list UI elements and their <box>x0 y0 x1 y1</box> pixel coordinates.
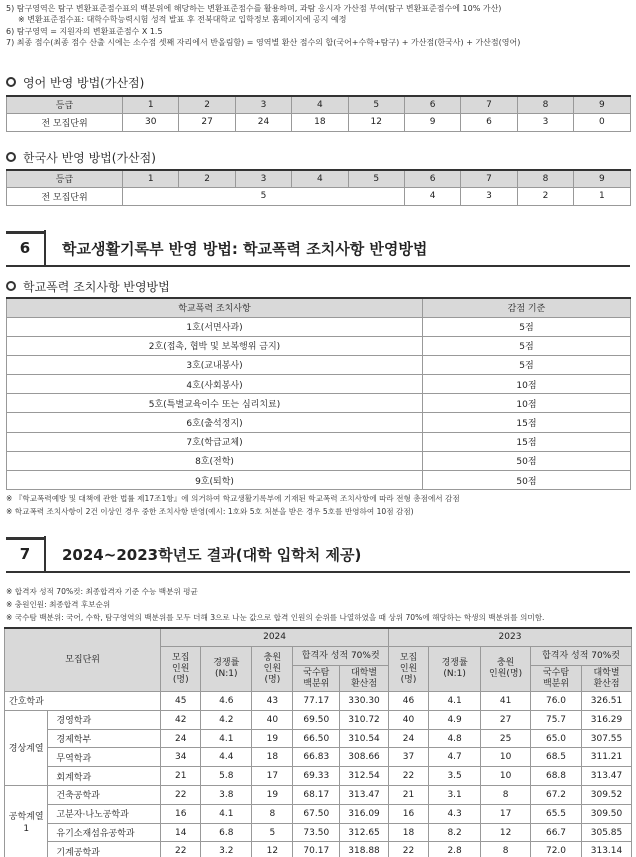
english-section-title: 영어 반영 방법(가산점) <box>6 74 144 90</box>
korean-history-table <box>6 169 631 206</box>
header-cell: 학교폭력 조치사항 <box>7 298 423 317</box>
table-row <box>5 842 632 857</box>
table-row <box>5 804 632 823</box>
violence-note: ※ 『학교폭력예방 및 대책에 관한 법률 제17조1항』에 의거하여 학교생활기록부에 기재된 학교폭력 조치사항에 따라 전형 총점에서 감점 <box>6 494 460 503</box>
table-row <box>7 336 631 355</box>
value-cell: 34 <box>161 748 201 767</box>
value-cell: 305.85 <box>582 823 632 842</box>
value-cell: 3.2 <box>201 842 252 857</box>
value-cell: 65.5 <box>531 804 582 823</box>
value-cell: 309.52 <box>582 786 632 805</box>
value-cell: 3.1 <box>429 786 481 805</box>
measure-cell: 3호(교내봉사) <box>7 355 423 374</box>
group-cell: 공학계열 1 <box>5 786 48 857</box>
value-cell: 312.54 <box>340 767 389 786</box>
value-cell: 318.88 <box>340 842 389 857</box>
value-cell: 311.21 <box>582 748 632 767</box>
circle-bullet-icon <box>6 281 16 291</box>
value-cell: 76.0 <box>531 692 582 711</box>
value-cell: 75.7 <box>531 710 582 729</box>
table-header-row <box>7 96 631 113</box>
year-header: 2024 <box>161 628 389 647</box>
value-cell: 46 <box>388 692 428 711</box>
value-cell: 6 <box>461 113 517 131</box>
english-table <box>6 95 631 132</box>
value-cell: 309.50 <box>582 804 632 823</box>
value-cell: 16 <box>161 804 201 823</box>
top-note: 6) 탐구영역 = 지원자의 변환표준점수 X 1.5 <box>6 26 163 36</box>
korean-history-section-title: 한국사 반영 방법(가산점) <box>6 149 156 165</box>
value-cell: 67.2 <box>531 786 582 805</box>
grade-cell: 7 <box>461 170 517 187</box>
value-cell: 69.33 <box>293 767 340 786</box>
conv-header: 대학별 환산점 <box>340 666 389 692</box>
header-cell: 등급 <box>7 96 123 113</box>
table-row <box>5 692 632 711</box>
value-cell: 68.8 <box>531 767 582 786</box>
table-row <box>7 375 631 394</box>
deduct-cell: 50점 <box>423 471 631 490</box>
value-cell: 4.8 <box>429 729 481 748</box>
table-row <box>7 394 631 413</box>
deduct-cell: 5점 <box>423 355 631 374</box>
value-cell: 312.65 <box>340 823 389 842</box>
table-row <box>7 355 631 374</box>
value-cell: 24 <box>235 113 291 131</box>
measure-cell: 5호(특별교육이수 또는 심리치료) <box>7 394 423 413</box>
value-cell: 42 <box>161 710 201 729</box>
measure-cell: 2호(접촉, 협박 및 보복행위 금지) <box>7 336 423 355</box>
recruit-header: 모집 인원 (명) <box>388 647 428 692</box>
value-cell: 40 <box>252 710 293 729</box>
value-cell: 16 <box>388 804 428 823</box>
value-cell: 40 <box>388 710 428 729</box>
chapter-7-heading <box>6 537 630 573</box>
dept-cell: 무역학과 <box>48 748 161 767</box>
dept-cell: 건축공학과 <box>48 786 161 805</box>
violence-table <box>6 297 631 490</box>
grade-cell: 5 <box>348 170 404 187</box>
value-cell: 22 <box>161 842 201 857</box>
value-cell: 18 <box>252 748 293 767</box>
value-cell: 18 <box>292 113 348 131</box>
table-row <box>7 471 631 490</box>
chapter-title: 학교생활기록부 반영 방법: 학교폭력 조치사항 반영방법 <box>62 239 428 258</box>
value-cell: 326.51 <box>582 692 632 711</box>
value-cell: 25 <box>481 729 531 748</box>
pct-header: 국수탐 백분위 <box>531 666 582 692</box>
dept-cell: 경영학과 <box>48 710 161 729</box>
grade-cell: 4 <box>292 96 348 113</box>
ratio-header: 경쟁률 (N:1) <box>201 647 252 692</box>
value-cell: 1 <box>574 187 630 205</box>
value-cell: 4.1 <box>429 692 481 711</box>
table-row <box>5 786 632 805</box>
value-cell: 22 <box>388 767 428 786</box>
value-cell: 316.29 <box>582 710 632 729</box>
table-row <box>5 748 632 767</box>
table-row <box>5 729 632 748</box>
value-cell: 66.7 <box>531 823 582 842</box>
value-cell: 313.47 <box>582 767 632 786</box>
grade-cell: 9 <box>574 170 630 187</box>
value-cell: 43 <box>252 692 293 711</box>
value-cell: 14 <box>161 823 201 842</box>
value-cell: 12 <box>481 823 531 842</box>
value-cell: 45 <box>161 692 201 711</box>
measure-cell: 9호(퇴학) <box>7 471 423 490</box>
value-cell: 22 <box>161 786 201 805</box>
deduct-cell: 5점 <box>423 336 631 355</box>
value-cell: 66.83 <box>293 748 340 767</box>
table-row <box>7 432 631 451</box>
cut-header: 합격자 성적 70%컷 <box>293 647 388 666</box>
violence-section-title: 학교폭력 조치사항 반영방법 <box>6 278 170 294</box>
value-cell: 8 <box>481 786 531 805</box>
value-cell: 310.72 <box>340 710 389 729</box>
results-note: ※ 충원인원: 최종합격 후보순위 <box>6 600 111 609</box>
value-cell: 17 <box>481 804 531 823</box>
value-cell: 21 <box>161 767 201 786</box>
grade-cell: 5 <box>348 96 404 113</box>
cut-header: 합격자 성적 70%컷 <box>531 647 632 666</box>
value-cell: 10 <box>481 748 531 767</box>
value-cell: 4.4 <box>201 748 252 767</box>
value-cell: 27 <box>179 113 235 131</box>
table-header-row <box>5 628 632 647</box>
value-cell: 9 <box>404 113 460 131</box>
value-cell: 6.8 <box>201 823 252 842</box>
top-note: 7) 최종 점수(최종 점수 산출 시에는 소수점 셋째 자리에서 반올림함) = 영역별 환산 점수의 합(국어+수학+탐구) + 가산점(한국사) + 가산점(영어) <box>6 38 521 48</box>
top-note: ※ 변환표준점수표: 대학수학능력시험 성적 발표 후 전북대학교 입학정보 홈페이지에 공지 예정 <box>18 15 347 25</box>
grade-cell: 3 <box>235 170 291 187</box>
value-cell: 37 <box>388 748 428 767</box>
value-cell: 4.7 <box>429 748 481 767</box>
top-notes <box>6 3 632 49</box>
value-cell: 73.50 <box>293 823 340 842</box>
value-cell: 5 <box>123 187 405 205</box>
value-cell: 22 <box>388 842 428 857</box>
value-cell: 68.17 <box>293 786 340 805</box>
value-cell: 41 <box>481 692 531 711</box>
value-cell: 4.1 <box>201 729 252 748</box>
value-cell: 4.3 <box>429 804 481 823</box>
value-cell: 307.55 <box>582 729 632 748</box>
circle-bullet-icon <box>6 77 16 87</box>
table-row <box>7 113 631 131</box>
unit-header: 모집단위 <box>5 628 161 692</box>
grade-cell: 8 <box>517 170 573 187</box>
dept-cell: 유기소재섬유공학과 <box>48 823 161 842</box>
value-cell: 67.50 <box>293 804 340 823</box>
table-row <box>5 710 632 729</box>
header-cell: 감점 기준 <box>423 298 631 317</box>
value-cell: 4.1 <box>201 804 252 823</box>
value-cell: 24 <box>388 729 428 748</box>
value-cell: 3.5 <box>429 767 481 786</box>
fill-header: 충원 인원(명) <box>481 647 531 692</box>
dept-cell: 회계학과 <box>48 767 161 786</box>
table-row <box>7 413 631 432</box>
header-cell: 등급 <box>7 170 123 187</box>
results-note: ※ 합격자 성적 70%컷: 최종합격자 기준 수능 백분위 평균 <box>6 587 198 596</box>
table-header-row <box>7 170 631 187</box>
ratio-header: 경쟁률 (N:1) <box>429 647 481 692</box>
value-cell: 313.14 <box>582 842 632 857</box>
table-row <box>5 767 632 786</box>
results-table <box>4 627 632 857</box>
value-cell: 3 <box>461 187 517 205</box>
violence-note: ※ 학교폭력 조치사항이 2건 이상인 경우 중한 조치사항 반영(예시: 1호와 5호 처분을 받은 경우 5호를 반영하여 10점 감점) <box>6 507 414 516</box>
fill-header: 충원 인원 (명) <box>252 647 293 692</box>
measure-cell: 1호(서면사과) <box>7 317 423 336</box>
value-cell: 70.17 <box>293 842 340 857</box>
dept-cell: 고분자·나노공학과 <box>48 804 161 823</box>
measure-cell: 6호(출석정지) <box>7 413 423 432</box>
table-header-row <box>7 298 631 317</box>
value-cell: 308.66 <box>340 748 389 767</box>
grade-cell: 8 <box>517 96 573 113</box>
year-header: 2023 <box>388 628 631 647</box>
deduct-cell: 10점 <box>423 394 631 413</box>
grade-cell: 6 <box>404 96 460 113</box>
value-cell: 8 <box>252 804 293 823</box>
chapter-number: 7 <box>6 536 46 572</box>
grade-cell: 6 <box>404 170 460 187</box>
deduct-cell: 50점 <box>423 451 631 470</box>
dept-cell: 경제학부 <box>48 729 161 748</box>
deduct-cell: 15점 <box>423 413 631 432</box>
value-cell: 10 <box>481 767 531 786</box>
recruit-header: 모집 인원 (명) <box>161 647 201 692</box>
measure-cell: 7호(학급교체) <box>7 432 423 451</box>
value-cell: 12 <box>348 113 404 131</box>
value-cell: 21 <box>388 786 428 805</box>
table-row <box>7 317 631 336</box>
value-cell: 4.2 <box>201 710 252 729</box>
value-cell: 4.9 <box>429 710 481 729</box>
grade-cell: 3 <box>235 96 291 113</box>
grade-cell: 7 <box>461 96 517 113</box>
deduct-cell: 10점 <box>423 375 631 394</box>
value-cell: 19 <box>252 729 293 748</box>
value-cell: 19 <box>252 786 293 805</box>
row-label: 전 모집단위 <box>7 187 123 205</box>
conv-header: 대학별 환산점 <box>582 666 632 692</box>
group-cell: 경상계열 <box>5 710 48 785</box>
value-cell: 4 <box>404 187 460 205</box>
circle-bullet-icon <box>6 152 16 162</box>
value-cell: 3 <box>517 113 573 131</box>
grade-cell: 1 <box>123 96 179 113</box>
value-cell: 0 <box>574 113 630 131</box>
value-cell: 27 <box>481 710 531 729</box>
deduct-cell: 5점 <box>423 317 631 336</box>
value-cell: 5.8 <box>201 767 252 786</box>
value-cell: 24 <box>161 729 201 748</box>
grade-cell: 2 <box>179 170 235 187</box>
value-cell: 2 <box>517 187 573 205</box>
grade-cell: 1 <box>123 170 179 187</box>
value-cell: 316.09 <box>340 804 389 823</box>
value-cell: 8.2 <box>429 823 481 842</box>
value-cell: 18 <box>388 823 428 842</box>
table-row <box>7 187 631 205</box>
measure-cell: 8호(전학) <box>7 451 423 470</box>
table-row <box>7 451 631 470</box>
grade-cell: 2 <box>179 96 235 113</box>
value-cell: 8 <box>481 842 531 857</box>
value-cell: 4.6 <box>201 692 252 711</box>
measure-cell: 4호(사회봉사) <box>7 375 423 394</box>
grade-cell: 4 <box>292 170 348 187</box>
value-cell: 313.47 <box>340 786 389 805</box>
value-cell: 310.54 <box>340 729 389 748</box>
dept-cell: 기계공학과 <box>48 842 161 857</box>
value-cell: 12 <box>252 842 293 857</box>
value-cell: 2.8 <box>429 842 481 857</box>
value-cell: 17 <box>252 767 293 786</box>
table-row <box>5 823 632 842</box>
results-note: ※ 국수탐 백분위: 국어, 수학, 탐구영역의 백분위를 모두 더해 3으로 나눈 값으로 합격 인원의 순위를 나열하였을 때 상위 70%에 해당하는 학생의 백분위를 의미함. <box>6 613 545 622</box>
top-note: 5) 탐구영역은 탐구 변환표준점수표의 백분위에 해당하는 변환표준점수를 활용하며, 과탐 응시자 가산점 부여(탐구 변환표준점수에 10% 가산) <box>6 4 502 13</box>
value-cell: 68.5 <box>531 748 582 767</box>
row-label: 전 모집단위 <box>7 113 123 131</box>
deduct-cell: 15점 <box>423 432 631 451</box>
chapter-number: 6 <box>6 230 46 266</box>
value-cell: 65.0 <box>531 729 582 748</box>
chapter-title: 2024~2023학년도 결과(대학 입학처 제공) <box>62 545 362 564</box>
value-cell: 3.8 <box>201 786 252 805</box>
value-cell: 77.17 <box>293 692 340 711</box>
dept-cell: 간호학과 <box>5 692 161 711</box>
value-cell: 72.0 <box>531 842 582 857</box>
grade-cell: 9 <box>574 96 630 113</box>
chapter-6-heading <box>6 231 630 267</box>
value-cell: 69.50 <box>293 710 340 729</box>
value-cell: 330.30 <box>340 692 389 711</box>
pct-header: 국수탐 백분위 <box>293 666 340 692</box>
value-cell: 5 <box>252 823 293 842</box>
value-cell: 66.50 <box>293 729 340 748</box>
value-cell: 30 <box>123 113 179 131</box>
